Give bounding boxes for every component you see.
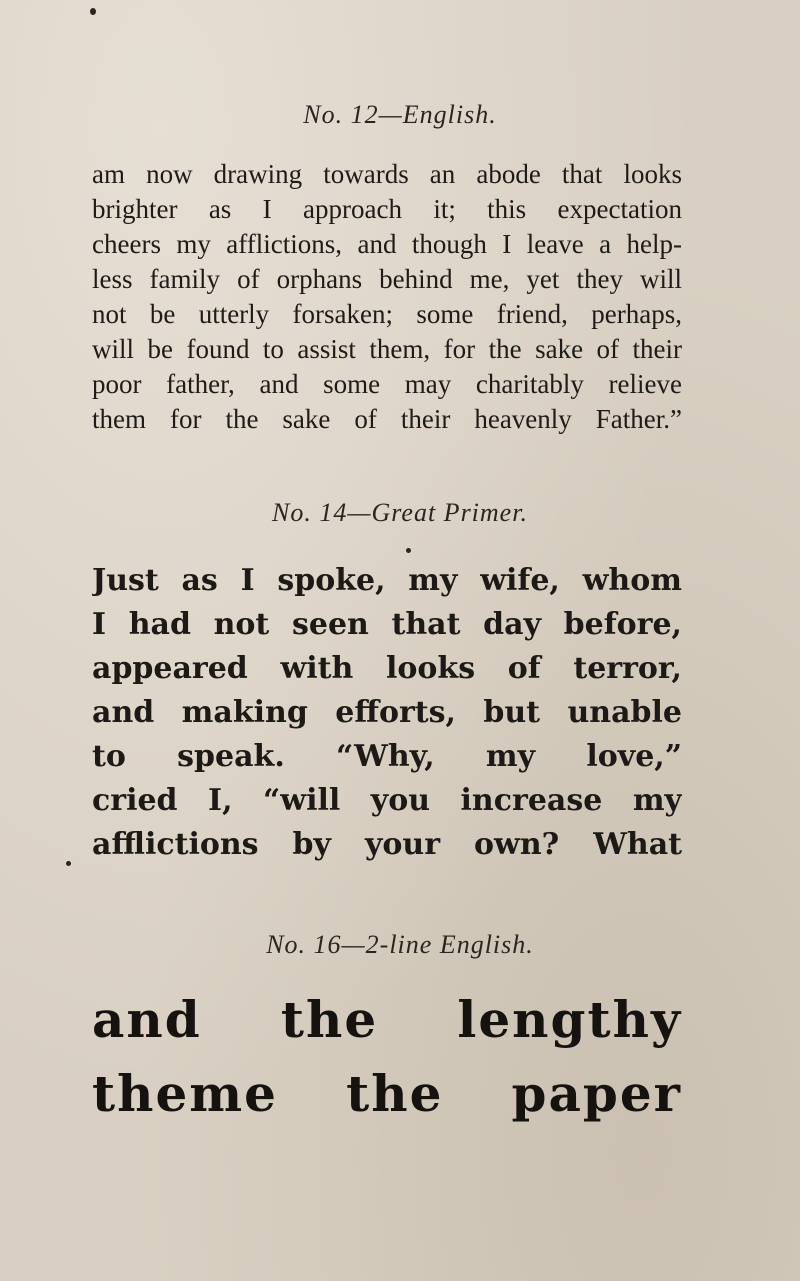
text-line: brighter as I approach it; this expectation <box>92 194 682 224</box>
sample-text-english <box>92 157 682 437</box>
text-line: less family of orphans behind me, yet they will <box>92 264 682 294</box>
text-line: not be utterly forsaken; some friend, perhaps, <box>92 299 682 329</box>
section-heading-2-line-english: No. 16—2-line English. <box>266 930 534 959</box>
text-line: I had not seen that day before, <box>92 607 682 642</box>
text-line: to speak. “Why, my love,” <box>92 739 682 774</box>
text-line: appeared with looks of terror, <box>92 651 682 686</box>
text-line: am now drawing towards an abode that looks <box>92 159 682 189</box>
section-heading-great-primer: No. 14—Great Primer. <box>272 498 528 527</box>
text-line: poor father, and some may charitably relieve <box>92 369 682 399</box>
text-line: afflictions by your own? What <box>92 827 682 862</box>
text-line: cried I, “will you increase my <box>92 783 682 818</box>
text-line: and making efforts, but unable <box>92 695 682 730</box>
paper-speck <box>406 548 411 553</box>
text-line: Just as I spoke, my wife, whom <box>92 563 682 598</box>
paper-speck <box>66 861 71 866</box>
section-heading-english: No. 12—English. <box>303 100 497 129</box>
sample-text-great-primer <box>92 559 682 867</box>
text-line: them for the sake of their heavenly Father.” <box>92 404 682 434</box>
sample-text-2-line-english <box>92 983 682 1131</box>
text-line: cheers my afflictions, and though I leave a help- <box>92 229 682 259</box>
text-line: will be found to assist them, for the sake of their <box>92 334 682 364</box>
text-line: and the lengthy <box>92 990 682 1049</box>
paper-speck <box>90 8 96 15</box>
text-line: theme the paper <box>92 1064 682 1123</box>
